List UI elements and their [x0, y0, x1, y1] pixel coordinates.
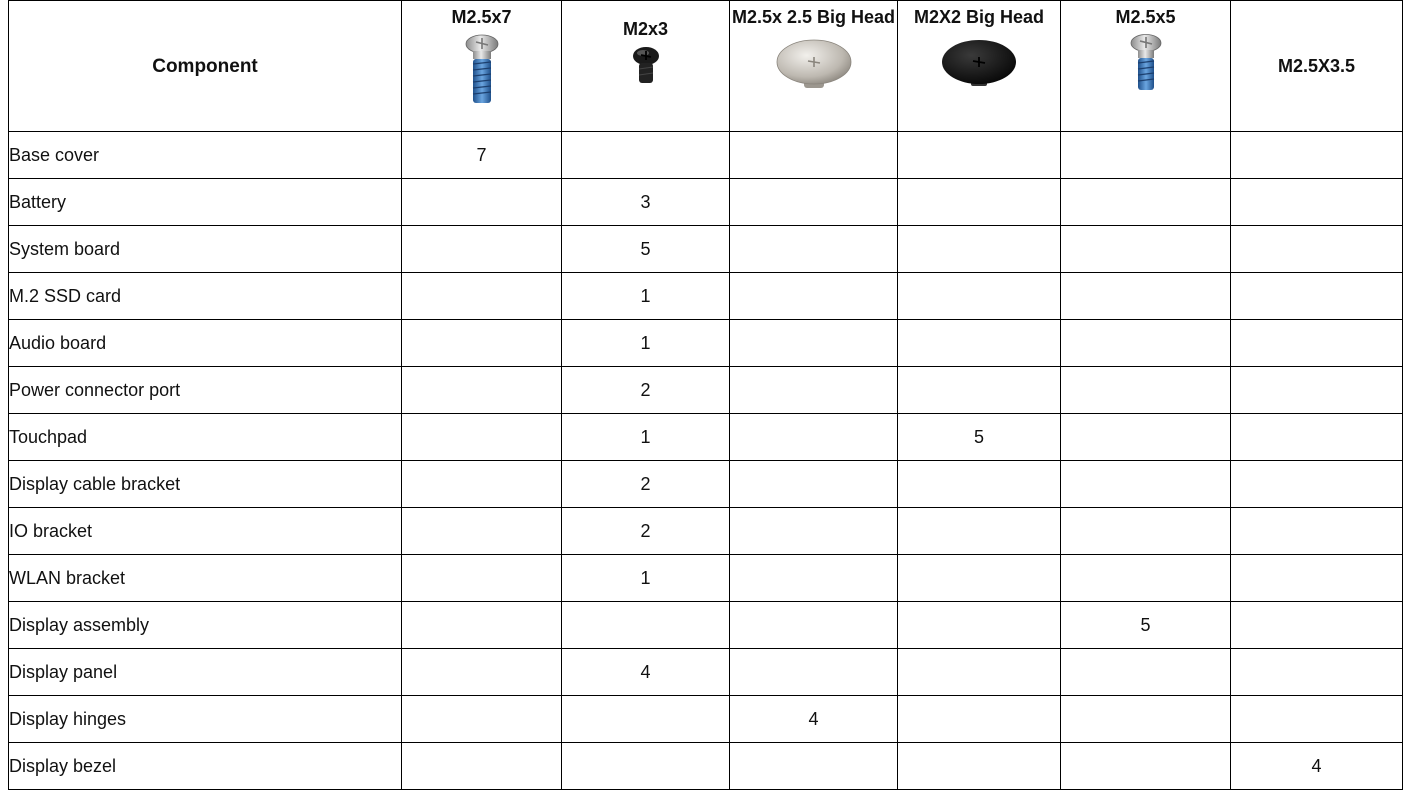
quantity-cell	[898, 461, 1061, 508]
column-header-label: M2X2 Big Head	[913, 7, 1045, 27]
black-big-head-screw-icon	[939, 32, 1019, 94]
screw-list-table	[8, 0, 1403, 790]
quantity-cell	[402, 649, 562, 696]
table-row	[9, 555, 1403, 602]
quantity-cell	[730, 132, 898, 179]
column-header-component	[9, 1, 402, 132]
quantity-cell	[1061, 273, 1231, 320]
quantity-cell	[1061, 696, 1231, 743]
quantity-cell	[730, 461, 898, 508]
quantity-cell	[898, 696, 1061, 743]
quantity-cell	[562, 743, 730, 790]
component-cell: Display panel	[9, 649, 402, 696]
quantity-cell	[898, 602, 1061, 649]
quantity-cell	[730, 602, 898, 649]
quantity-cell	[898, 508, 1061, 555]
quantity-cell	[402, 555, 562, 602]
quantity-cell: 1	[562, 414, 730, 461]
column-header-m2-5x-2-5-big-head	[730, 1, 898, 132]
component-cell: Power connector port	[9, 367, 402, 414]
table-header-row	[9, 1, 1403, 132]
quantity-cell	[402, 743, 562, 790]
quantity-cell	[730, 508, 898, 555]
quantity-cell	[730, 320, 898, 367]
column-header-label: M2.5X3.5	[1277, 55, 1356, 76]
quantity-cell: 4	[562, 649, 730, 696]
quantity-cell	[402, 226, 562, 273]
quantity-cell	[1231, 508, 1403, 555]
quantity-cell	[1061, 367, 1231, 414]
column-header-m2x2-big-head	[898, 1, 1061, 132]
quantity-cell	[402, 273, 562, 320]
quantity-cell	[562, 696, 730, 743]
column-header-m2-5x7	[402, 1, 562, 132]
component-cell: Audio board	[9, 320, 402, 367]
column-header-label: M2x3	[622, 19, 669, 39]
quantity-cell: 2	[562, 367, 730, 414]
quantity-cell	[730, 649, 898, 696]
quantity-cell: 1	[562, 273, 730, 320]
table-body	[9, 132, 1403, 790]
quantity-cell	[1231, 367, 1403, 414]
quantity-cell	[1061, 414, 1231, 461]
quantity-cell	[898, 743, 1061, 790]
column-header-m2-5x3-5	[1231, 1, 1403, 132]
table-row	[9, 226, 1403, 273]
quantity-cell: 4	[730, 696, 898, 743]
quantity-cell	[1231, 226, 1403, 273]
column-header-label: M2.5x5	[1115, 7, 1176, 27]
quantity-cell	[1061, 649, 1231, 696]
quantity-cell	[898, 555, 1061, 602]
quantity-cell	[730, 226, 898, 273]
quantity-cell: 1	[562, 320, 730, 367]
quantity-cell	[1231, 555, 1403, 602]
table-row	[9, 414, 1403, 461]
table-row	[9, 320, 1403, 367]
table-row	[9, 743, 1403, 790]
quantity-cell: 5	[562, 226, 730, 273]
component-cell: Base cover	[9, 132, 402, 179]
column-header-label: M2.5x7	[451, 7, 512, 27]
quantity-cell	[1061, 226, 1231, 273]
quantity-cell	[1231, 602, 1403, 649]
quantity-cell: 7	[402, 132, 562, 179]
quantity-cell	[898, 367, 1061, 414]
component-cell: Display bezel	[9, 743, 402, 790]
quantity-cell	[898, 179, 1061, 226]
quantity-cell	[1231, 132, 1403, 179]
quantity-cell	[1231, 320, 1403, 367]
component-cell: System board	[9, 226, 402, 273]
quantity-cell	[402, 696, 562, 743]
quantity-cell	[402, 320, 562, 367]
quantity-cell	[898, 649, 1061, 696]
component-cell: Touchpad	[9, 414, 402, 461]
quantity-cell	[1231, 179, 1403, 226]
quantity-cell	[402, 179, 562, 226]
silver-long-screw-icon	[465, 32, 499, 108]
component-cell: Display cable bracket	[9, 461, 402, 508]
quantity-cell: 4	[1231, 743, 1403, 790]
quantity-cell	[1061, 132, 1231, 179]
quantity-cell	[402, 508, 562, 555]
quantity-cell: 2	[562, 461, 730, 508]
quantity-cell	[1061, 555, 1231, 602]
quantity-cell	[402, 461, 562, 508]
table-row	[9, 179, 1403, 226]
quantity-cell: 5	[898, 414, 1061, 461]
quantity-cell	[1231, 649, 1403, 696]
quantity-cell	[562, 132, 730, 179]
quantity-cell	[898, 226, 1061, 273]
table-row	[9, 461, 1403, 508]
table-row	[9, 649, 1403, 696]
column-header-m2x3	[562, 1, 730, 132]
table-row	[9, 508, 1403, 555]
quantity-cell	[1231, 461, 1403, 508]
column-header-label: M2.5x 2.5 Big Head	[731, 7, 896, 27]
component-cell: WLAN bracket	[9, 555, 402, 602]
quantity-cell	[730, 367, 898, 414]
quantity-cell	[1231, 273, 1403, 320]
component-cell: Display assembly	[9, 602, 402, 649]
quantity-cell	[898, 320, 1061, 367]
quantity-cell	[730, 743, 898, 790]
table-row	[9, 696, 1403, 743]
quantity-cell: 2	[562, 508, 730, 555]
quantity-cell	[1061, 461, 1231, 508]
component-cell: Battery	[9, 179, 402, 226]
table-row	[9, 132, 1403, 179]
quantity-cell	[1061, 320, 1231, 367]
quantity-cell	[1061, 508, 1231, 555]
quantity-cell	[730, 273, 898, 320]
quantity-cell	[1231, 696, 1403, 743]
table-row	[9, 602, 1403, 649]
quantity-cell	[1061, 179, 1231, 226]
quantity-cell	[402, 602, 562, 649]
quantity-cell: 1	[562, 555, 730, 602]
quantity-cell	[898, 273, 1061, 320]
silver-big-head-screw-icon	[774, 32, 854, 94]
table-row	[9, 367, 1403, 414]
quantity-cell	[730, 179, 898, 226]
table-row	[9, 273, 1403, 320]
quantity-cell	[730, 555, 898, 602]
quantity-cell	[402, 367, 562, 414]
component-cell: M.2 SSD card	[9, 273, 402, 320]
quantity-cell	[730, 414, 898, 461]
silver-medium-screw-icon	[1129, 32, 1163, 96]
quantity-cell	[898, 132, 1061, 179]
quantity-cell	[562, 602, 730, 649]
component-cell: IO bracket	[9, 508, 402, 555]
quantity-cell	[1231, 414, 1403, 461]
quantity-cell: 3	[562, 179, 730, 226]
column-header-label: Component	[152, 55, 258, 77]
component-cell: Display hinges	[9, 696, 402, 743]
quantity-cell: 5	[1061, 602, 1231, 649]
quantity-cell	[1061, 743, 1231, 790]
black-short-screw-icon	[629, 44, 663, 90]
column-header-m2-5x5	[1061, 1, 1231, 132]
quantity-cell	[402, 414, 562, 461]
